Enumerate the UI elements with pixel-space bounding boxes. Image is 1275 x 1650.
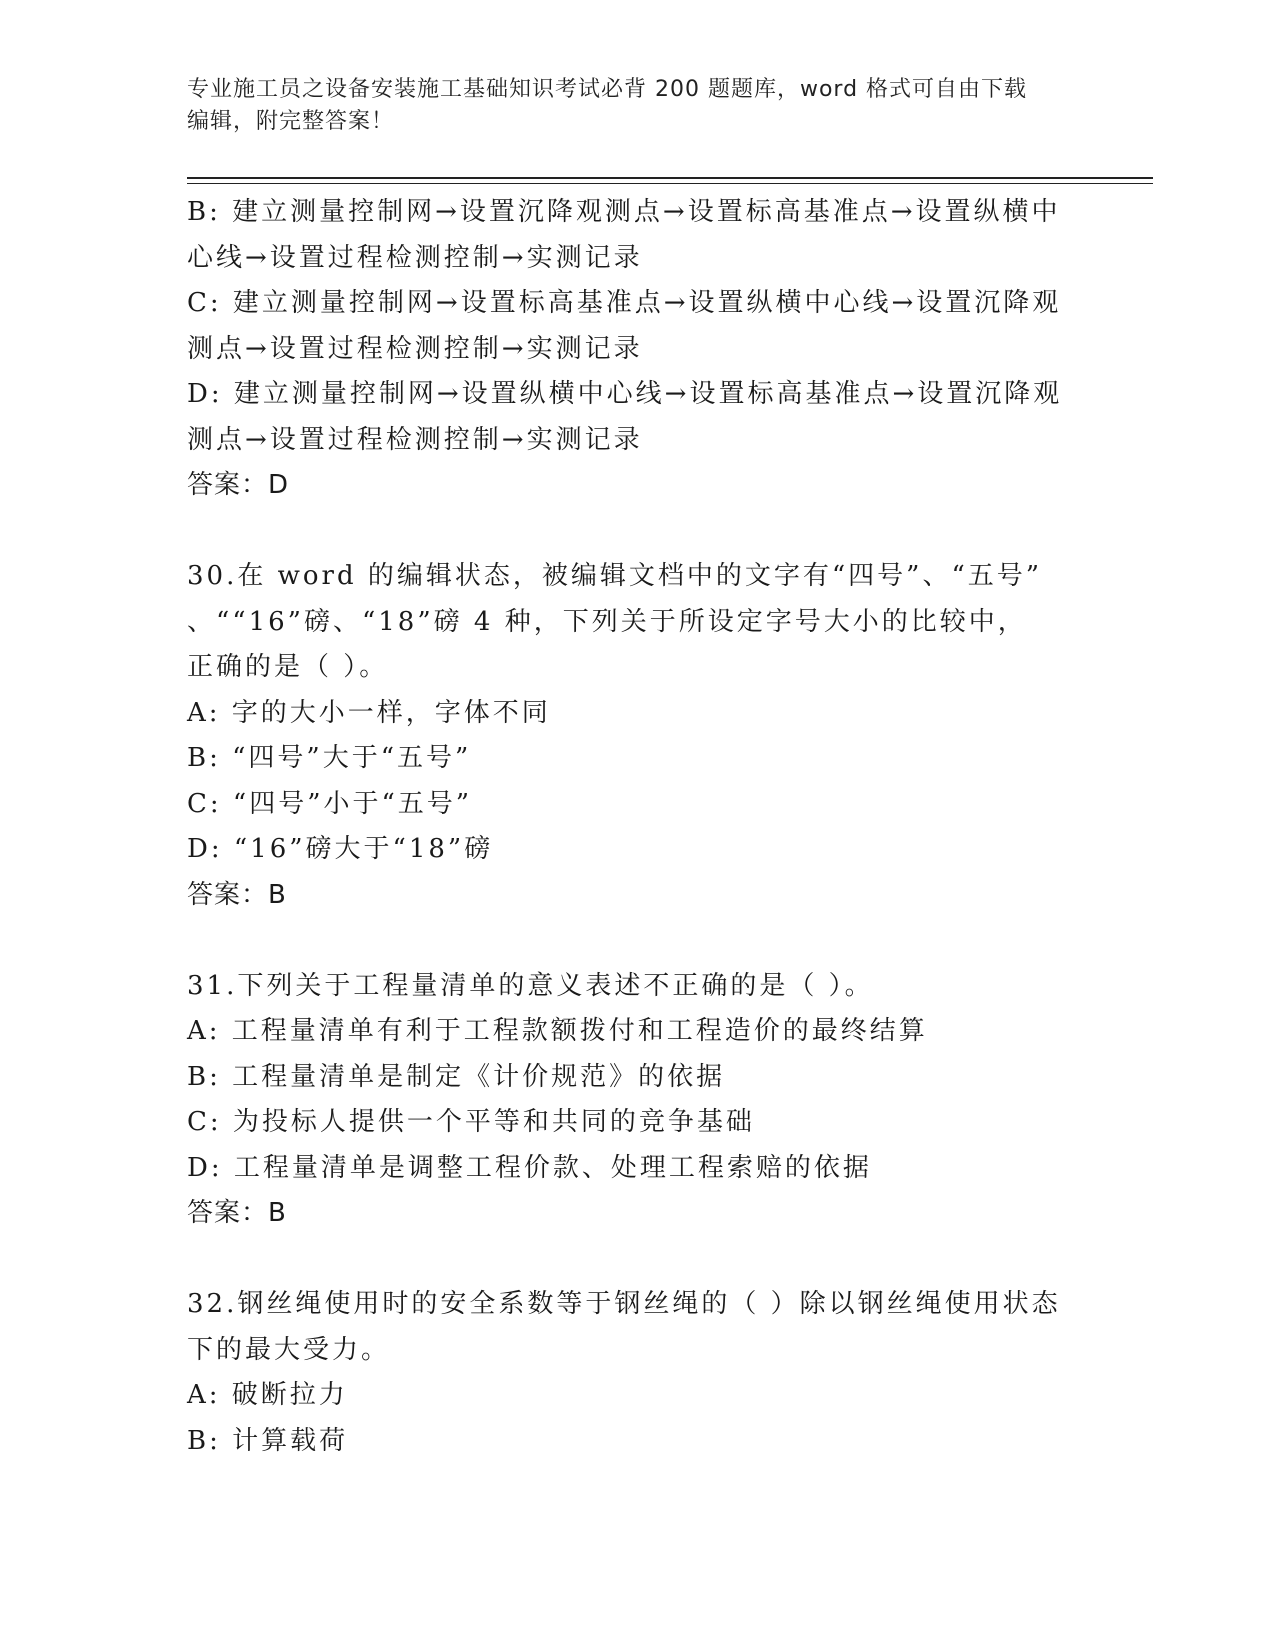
q30-stem-line-1: 30.在 word 的编辑状态，被编辑文档中的文字有“四号”、“五号”: [187, 561, 1043, 591]
prev-option-c-line-1: C: 建立测量控制网→设置标高基准点→设置纵横中心线→设置沉降观: [187, 288, 1062, 318]
q30-option-d: D: “16”磅大于“18”磅: [187, 834, 494, 864]
q30-answer: 答案：B: [187, 879, 287, 910]
q31-option-d: D: 工程量清单是调整工程价款、处理工程索赔的依据: [187, 1152, 872, 1183]
q32-option-a: A: 破断拉力: [187, 1380, 348, 1410]
spacer: [187, 509, 1087, 555]
q32-stem-line-2: 下的最大受力。: [187, 1334, 391, 1365]
q32-option-b: B: 计算载荷: [187, 1425, 349, 1456]
q31-answer: 答案：B: [187, 1198, 287, 1228]
prev-option-b-line-2: 心线→设置过程检测控制→实测记录: [187, 242, 643, 273]
prev-option-d-line-2: 测点→设置过程检测控制→实测记录: [187, 424, 643, 455]
spacer: [187, 918, 1087, 964]
q30-option-c: C: “四号”小于“五号”: [187, 788, 473, 819]
prev-option-b-line-1: B: 建立测量控制网→设置沉降观测点→设置标高基准点→设置纵横中: [187, 197, 1061, 227]
q31-stem-line-1: 31.下列关于工程量清单的意义表述不正确的是（ ）。: [187, 970, 874, 1001]
q31-option-b: B: 工程量清单是制定《计价规范》的依据: [187, 1061, 726, 1092]
q30-stem-line-3: 正确的是（ ）。: [187, 652, 389, 682]
header-rule-thick: [187, 177, 1153, 179]
q31-option-c: C: 为投标人提供一个平等和共同的竞争基础: [187, 1107, 755, 1137]
q30-option-b: B: “四号”大于“五号”: [187, 743, 472, 773]
prev-option-c-line-2: 测点→设置过程检测控制→实测记录: [187, 333, 643, 364]
q30-stem-line-2: 、““16”磅、“18”磅 4 种，下列关于所设定字号大小的比较中，: [187, 606, 1027, 637]
header-rule-thin: [187, 183, 1153, 184]
spacer: [187, 1237, 1087, 1283]
header-line-1: 专业施工员之设备安装施工基础知识考试必背 200 题题库，word 格式可自由下载: [187, 77, 1028, 102]
prev-answer: 答案：D: [187, 470, 290, 500]
prev-option-d-line-1: D: 建立测量控制网→设置纵横中心线→设置标高基准点→设置沉降观: [187, 379, 1063, 409]
q31-option-a: A: 工程量清单有利于工程款额拨付和工程造价的最终结算: [187, 1016, 928, 1046]
question-content: [187, 190, 1087, 1464]
q32-stem-line-1: 32.钢丝绳使用时的安全系数等于钢丝绳的（ ）除以钢丝绳使用状态: [187, 1289, 1061, 1319]
q30-option-a: A: 字的大小一样，字体不同: [187, 697, 551, 728]
document-header: [187, 74, 1067, 138]
header-line-2: 编辑，附完整答案！: [187, 109, 395, 134]
